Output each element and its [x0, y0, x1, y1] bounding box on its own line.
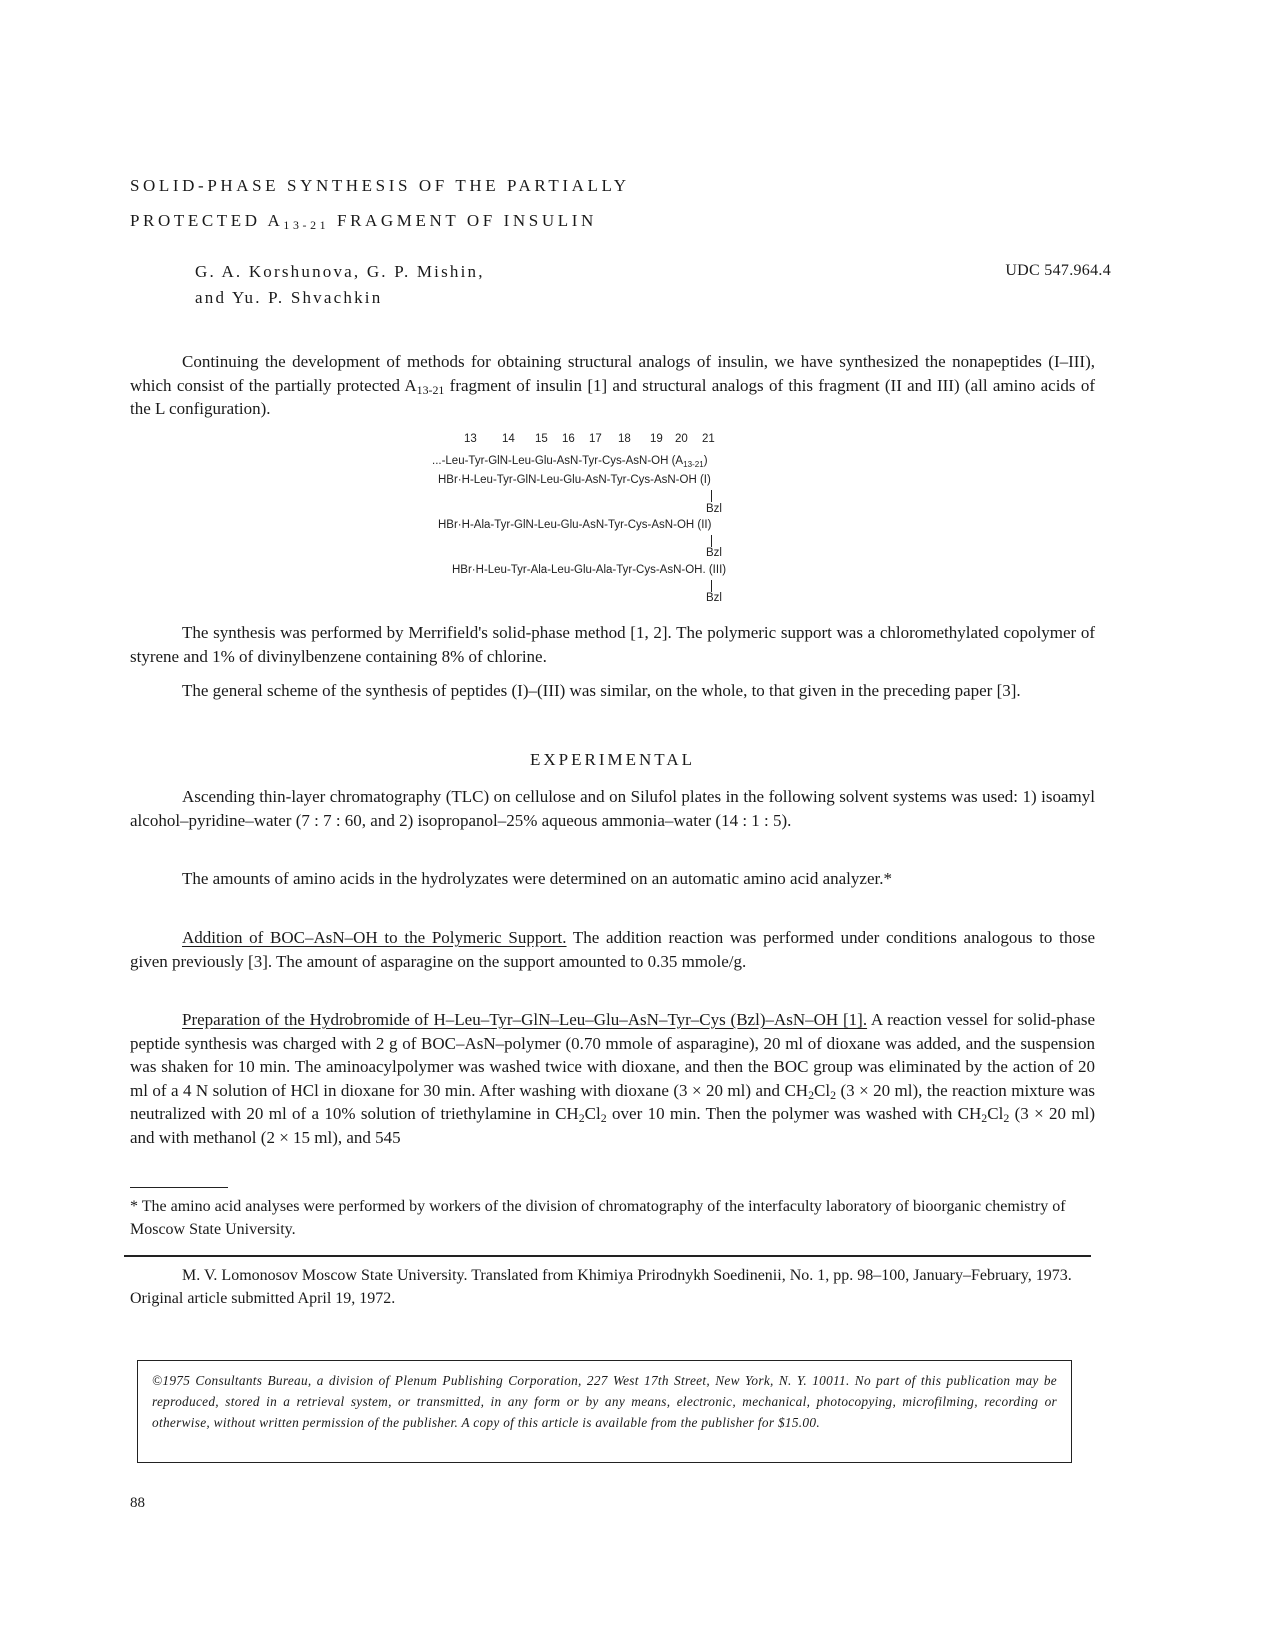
- synthesis-paragraph: The synthesis was performed by Merrifield's solid-phase method [1, 2]. The polymeric support was a chloromethylated copolymer of styrene and 1% of divinylbenzene containing 8% of chlorine.: [130, 623, 1095, 666]
- section-heading-experimental: EXPERIMENTAL: [530, 750, 695, 769]
- position-label: 21: [702, 433, 715, 445]
- scheme-paragraph: The general scheme of the synthesis of peptides (I)–(III) was similar, on the whole, to that given in the preceding paper [3].: [182, 681, 1021, 700]
- authors-line1: G. A. Korshunova, G. P. Mishin,: [195, 262, 485, 281]
- position-label: 17: [589, 433, 602, 445]
- bond-line: [711, 490, 712, 502]
- peptide-I-sequence: HBr·H-Leu-Tyr-GlN-Leu-Glu-AsN-Tyr-Cys-AsN-OH (I): [438, 474, 711, 486]
- tlc-paragraph: Ascending thin-layer chromatography (TLC) on cellulose and on Silufol plates in the following solvent systems was used: 1) isoamyl alcohol–pyridine–water (7 : 7 : 60, and 2) isopropanol–25% aqueous ammonia–water (14 : 1 : 5).: [130, 787, 1095, 830]
- copyright-text: ©1975 Consultants Bureau, a division of Plenum Publishing Corporation, 227 West 17th Street, New York, N. Y. 10011. No part of this publication may be reproduced, stored in a retrieval system, or transmitted, in any form or by any means, electronic, mechanical, photocopying, microfilming, recording or otherwise, without written permission of the publisher. A copy of this article is available from the publisher for $15.00.: [152, 1373, 1057, 1430]
- position-label: 14: [502, 433, 515, 445]
- authors-line2: and Yu. P. Shvachkin: [195, 288, 383, 307]
- intro-paragraph: Continuing the development of methods for obtaining structural analogs of insulin, we have synthesized the nonapeptides (I–III), which consist of the partially protected $A_{13-21}$ fragment of insulin [1] and structural analogs of this fragment (II and III) (all amino acids of the L configuration).: [130, 352, 1095, 418]
- amino-acid-paragraph: The amounts of amino acids in the hydrolyzates were determined on an automatic amino acid analyzer.*: [182, 869, 892, 888]
- position-label: 16: [562, 433, 575, 445]
- article-title-line1: SOLID-PHASE SYNTHESIS OF THE PARTIALLY: [130, 176, 630, 195]
- position-label: 19: [650, 433, 663, 445]
- peptide-III-sequence: HBr·H-Leu-Tyr-Ala-Leu-Glu-Ala-Tyr-Cys-AsN-OH. (III): [452, 564, 727, 576]
- article-title-line2: PROTECTED $A_{13-21}$ FRAGMENT OF INSULIN: [130, 211, 597, 232]
- affiliation-rule: [124, 1255, 1091, 1257]
- bond-line: [711, 535, 712, 547]
- peptide-II-sequence: HBr·H-Ala-Tyr-GlN-Leu-Glu-AsN-Tyr-Cys-AsN-OH (II): [438, 519, 712, 531]
- native-sequence: ...-Leu-Tyr-GlN-Leu-Glu-AsN-Tyr-Cys-AsN-OH $(A_{13-21})$: [432, 455, 708, 469]
- authors: [195, 259, 485, 311]
- copyright-box: [137, 1360, 1072, 1463]
- preparation-subheading: Preparation of the Hydrobromide of H–Leu–Tyr–GlN–Leu–Glu–AsN–Tyr–Cys (Bzl)–AsN–OH [1].: [182, 1010, 868, 1029]
- footnote-rule: [130, 1187, 228, 1188]
- position-label: 18: [618, 433, 631, 445]
- peptide-formula: [430, 433, 850, 613]
- addition-paragraph: Addition of BOC–AsN–OH to the Polymeric Support. The addition reaction was performed under conditions analogous to those given previously [3]. The amount of asparagine on the support amounted to 0.35 mmole/g.: [130, 928, 1096, 971]
- position-label: 13: [464, 433, 477, 445]
- preparation-paragraph: Preparation of the Hydrobromide of H–Leu–Tyr–GlN–Leu–Glu–AsN–Tyr–Cys (Bzl)–AsN–OH [1]. A reaction vessel for solid-phase peptide synthesis was charged with 2 g of BOC–AsN–polymer (0.70 mmole of asparagine), 20 ml of dioxane was added, and the suspension was shaken for 10 min. The aminoacylpolymer was washed twice with dioxane, and then the BOC group was eliminated by the action of 20 ml of a 4 N solution of HCl in dioxane for 30 min. After washing with dioxane (3 × 20 ml) and $CH_2Cl_2$ (3 × 20 ml), the reaction mixture was neutralized with 20 ml of a 10% solution of triethylamine in $CH_2Cl_2$ over 10 min. Then the polymer was washed with $CH_2Cl_2$ (3 × 20 ml) and with methanol (2 × 15 ml), and 545: [130, 1010, 1095, 1147]
- position-label: 15: [535, 433, 548, 445]
- footnote: * The amino acid analyses were performed by workers of the division of chromatography of the interfaculty laboratory of bioorganic chemistry of Moscow State University.: [130, 1198, 1066, 1238]
- affiliation-note: M. V. Lomonosov Moscow State University. Translated from Khimiya Prirodnykh Soedinenii, No. 1, pp. 98–100, January–February, 1973. Original article submitted April 19, 1972.: [130, 1267, 1072, 1307]
- position-label: 20: [675, 433, 688, 445]
- page-number: 88: [130, 1495, 145, 1511]
- benzyl-group-II: Bzl: [706, 547, 722, 559]
- benzyl-group-III: Bzl: [706, 592, 722, 604]
- udc-code: UDC 547.964.4: [1005, 262, 1111, 279]
- bond-line: [711, 580, 712, 592]
- addition-subheading: Addition of BOC–AsN–OH to the Polymeric Support.: [182, 928, 567, 947]
- benzyl-group-I: Bzl: [706, 503, 722, 515]
